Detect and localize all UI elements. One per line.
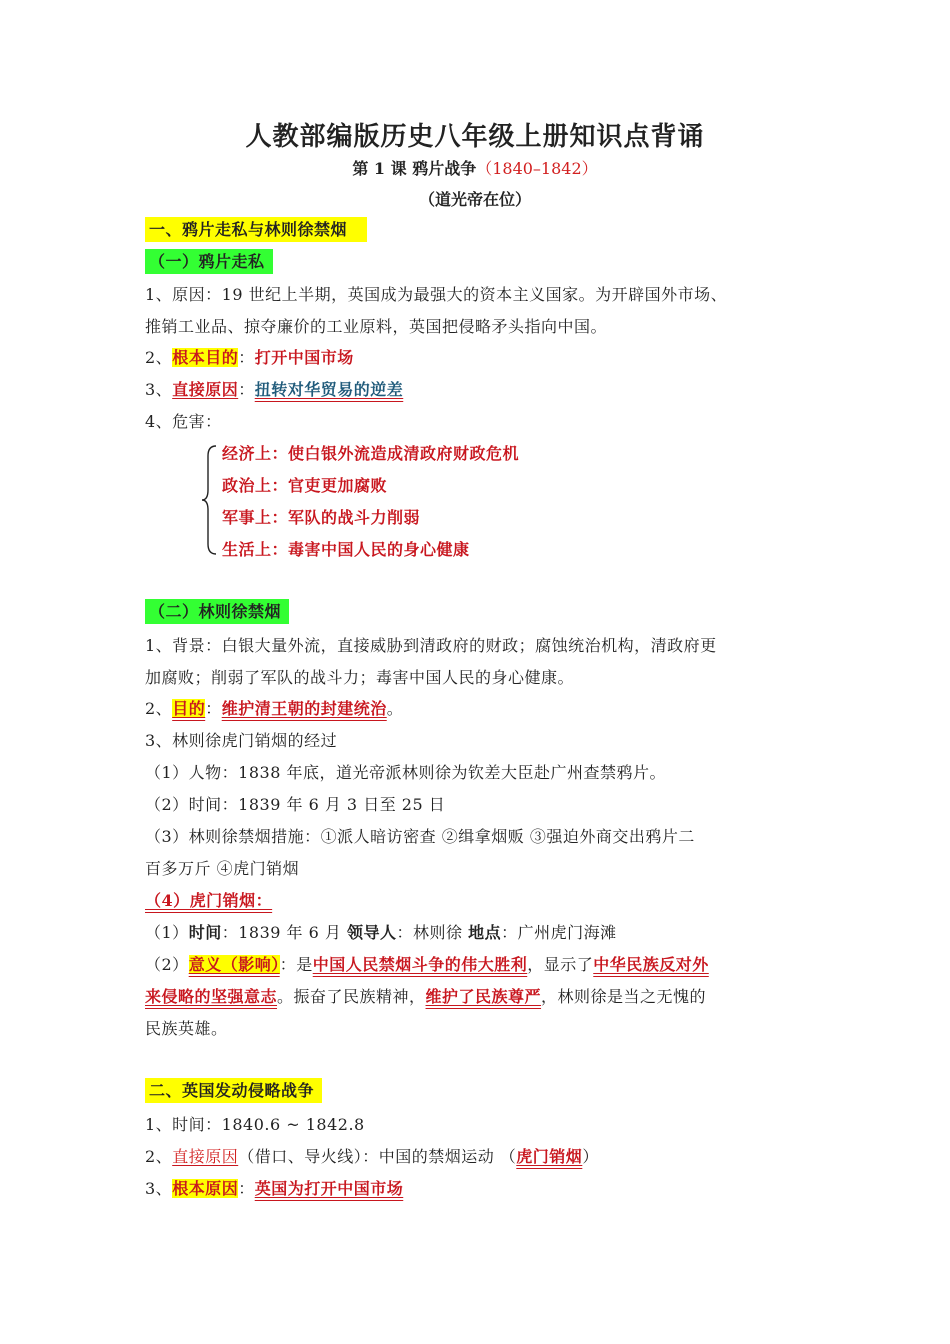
- period: 。: [386, 699, 404, 718]
- section-1-heading-row: [145, 219, 367, 241]
- colon: ：: [238, 380, 255, 399]
- war-direct-cause: [145, 1146, 599, 1168]
- section-2-heading: 二、英国发动侵略战争: [145, 1078, 322, 1103]
- background-line-2: 加腐败；削弱了军队的战斗力；毒害中国人民的身心健康。: [145, 668, 575, 687]
- root-purpose-key: 根本目的: [172, 348, 239, 367]
- harm-political: 政治上：官吏更加腐败: [222, 476, 388, 495]
- direct-cause-key: 直接原因: [172, 380, 239, 399]
- cause-line-2: 推销工业品、掠夺廉价的工业原料，英国把侵略矛头指向中国。: [145, 317, 608, 336]
- harm-life: 生活上：毒害中国人民的身心健康: [222, 540, 470, 559]
- significance-will-b: 来侵略的坚强意志: [145, 987, 278, 1006]
- war-direct-cause-value: 虎门销烟: [516, 1147, 583, 1166]
- text: 。振奋了民族精神，: [277, 987, 426, 1006]
- leader-key: 领导人: [346, 923, 397, 942]
- document-title: 人教部编版历史八年级上册知识点背诵: [245, 122, 705, 152]
- war-root-cause-key: 根本原因: [172, 1179, 239, 1198]
- measures-line-1: （3）林则徐禁烟措施：①派人暗访密查 ②缉拿烟贩 ③强迫外商交出鸦片二: [145, 827, 695, 846]
- war-root-cause-value: 英国为打开中国市场: [254, 1179, 404, 1198]
- text: ，显示了: [527, 955, 594, 974]
- significance-line-3: 民族英雄。: [145, 1019, 228, 1038]
- cause-line-1: 1、原因：19 世纪上半期，英国成为最强大的资本主义国家。为开辟国外市场、: [145, 285, 728, 304]
- subsection-1-heading: （一）鸦片走私: [145, 249, 273, 274]
- subsection-2-heading-row: [145, 601, 289, 623]
- item-number: 2、: [145, 699, 173, 718]
- section-1-heading: 一、鸦片走私与林则徐禁烟: [145, 217, 367, 242]
- text: ）: [582, 1147, 599, 1166]
- humen-heading-row: [145, 890, 272, 912]
- item-number: 3、: [145, 1179, 173, 1198]
- subsection-1-heading-row: [145, 251, 273, 273]
- humen-time: （2）时间：1839 年 6 月 3 日至 25 日: [145, 795, 446, 814]
- harm-economic: 经济上：使白银外流造成清政府财政危机: [222, 444, 520, 463]
- text: ：是: [279, 955, 313, 974]
- purpose-line: [145, 698, 403, 720]
- lesson-label: 第 1 课 鸦片战争: [352, 159, 477, 178]
- background-line-1: 1、背景：白银大量外流，直接威胁到清政府的财政；腐蚀统治机构，清政府更: [145, 636, 717, 655]
- time-key: 时间: [188, 923, 222, 942]
- item-number: 2、: [145, 348, 173, 367]
- significance-key: 意义（影响）: [188, 955, 280, 974]
- significance-line-2: [145, 986, 706, 1008]
- item-number: 3、: [145, 380, 173, 399]
- lesson-title: [0, 156, 950, 179]
- direct-cause-value: 扭转对华贸易的逆差: [254, 380, 404, 399]
- humen-detail-line: [145, 922, 617, 944]
- item-number: （2）: [145, 955, 189, 974]
- colon: ：: [238, 1179, 255, 1198]
- humen-person: （1）人物：1838 年底，道光帝派林则徐为钦差大臣赴广州查禁鸦片。: [145, 763, 666, 782]
- time-value: ：1839 年 6 月: [221, 923, 347, 942]
- significance-will-a: 中华民族反对外: [593, 955, 709, 974]
- colon: ：: [238, 348, 255, 367]
- place-key: 地点: [468, 923, 502, 942]
- war-direct-cause-key: 直接原因: [172, 1147, 239, 1166]
- subsection-2-heading: （二）林则徐禁烟: [145, 599, 289, 624]
- war-time: 1、时间：1840.6 ~ 1842.8: [145, 1115, 365, 1134]
- place-value: ：广州虎门海滩: [501, 923, 617, 942]
- lesson-years: （1840–1842）: [476, 159, 598, 178]
- war-root-cause: [145, 1178, 403, 1200]
- significance-dignity: 维护了民族尊严: [425, 987, 542, 1006]
- item-number: （1）: [145, 923, 189, 942]
- humen-process-heading: 3、林则徐虎门销烟的经过: [145, 731, 338, 750]
- humen-heading: （4）虎门销烟：: [145, 891, 273, 910]
- measures-line-2: 百多万斤 ④虎门销烟: [145, 859, 300, 878]
- direct-cause-line: [145, 379, 403, 401]
- text: ，林则徐是当之无愧的: [541, 987, 707, 1006]
- significance-victory: 中国人民禁烟斗争的伟大胜利: [312, 955, 528, 974]
- leader-value: ：林则徐: [396, 923, 469, 942]
- brace-icon: [200, 444, 220, 556]
- item-number: 2、: [145, 1147, 173, 1166]
- root-purpose-line: [145, 347, 354, 369]
- colon: ：: [205, 699, 222, 718]
- significance-line-1: [145, 954, 709, 976]
- harm-heading: 4、危害：: [145, 412, 222, 431]
- lesson-emperor: （道光帝在位）: [418, 190, 531, 209]
- purpose-value: 维护清王朝的封建统治: [221, 699, 387, 718]
- harm-military: 军事上：军队的战斗力削弱: [222, 508, 421, 527]
- root-purpose-value: 打开中国市场: [254, 348, 354, 367]
- section-2-heading-row: [145, 1080, 322, 1102]
- text: （借口、导火线）：中国的禁烟运动 （: [238, 1147, 517, 1166]
- purpose-key: 目的: [172, 699, 206, 718]
